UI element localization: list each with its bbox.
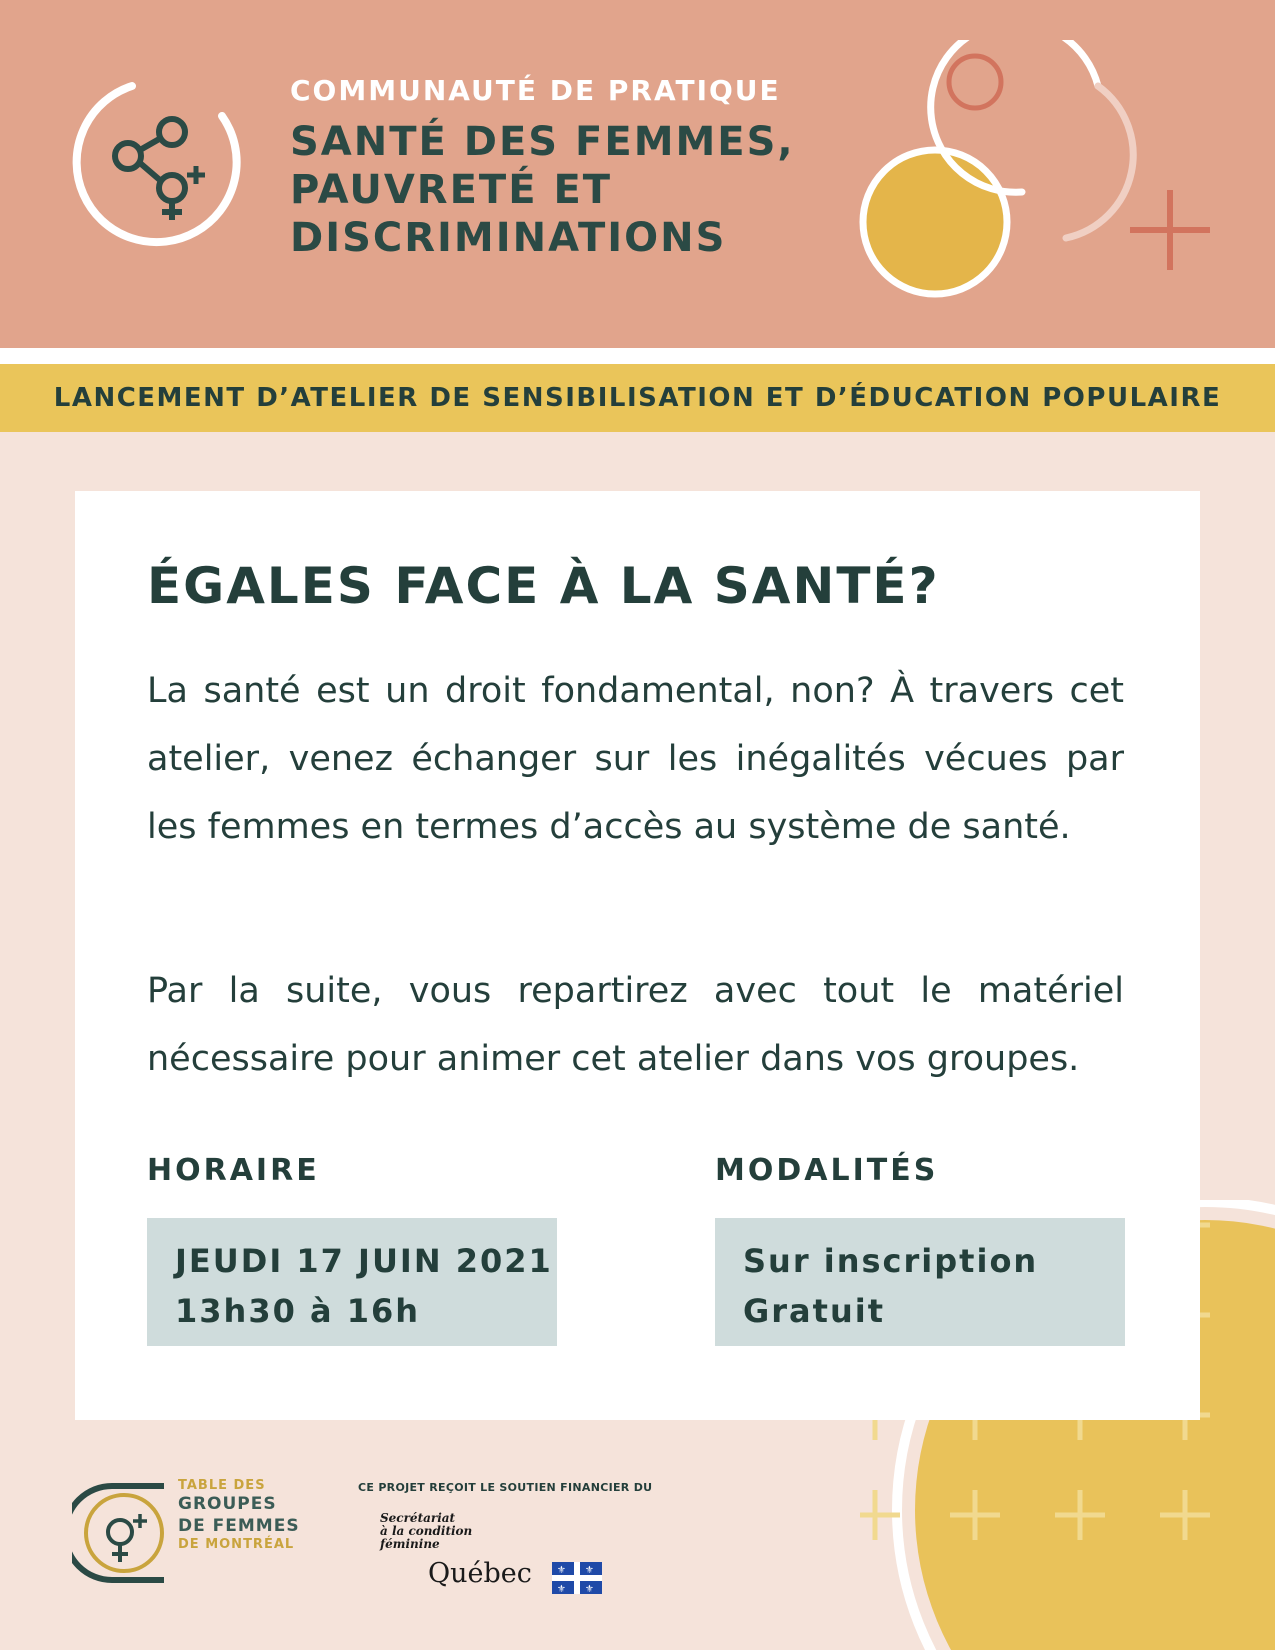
community-logo-icon xyxy=(72,74,258,260)
svg-text:⚜: ⚜ xyxy=(557,1565,566,1576)
organization-name xyxy=(178,1478,300,1552)
header-divider xyxy=(0,348,1275,364)
table-groupes-femmes-logo-icon xyxy=(72,1478,182,1588)
org-line3: DE FEMMES xyxy=(178,1516,300,1536)
horaire-date: JEUDI 17 JUIN 2021 xyxy=(175,1242,553,1280)
svg-text:⚜: ⚜ xyxy=(557,1584,566,1594)
horaire-box xyxy=(147,1218,557,1346)
svg-text:⚜: ⚜ xyxy=(585,1584,594,1594)
event-followup: Par la suite, vous repartirez avec tout le matériel nécessaire pour animer cet atelier dans vos groupes. xyxy=(147,971,1124,1079)
event-title: ÉGALES FACE À LA SANTÉ? xyxy=(147,557,940,615)
funding-notice: CE PROJET REÇOIT LE SOUTIEN FINANCIER DU xyxy=(358,1481,653,1494)
quebec-line3: féminine xyxy=(380,1537,440,1551)
header-title-line: PAUVRETÉ ET xyxy=(290,167,613,213)
org-line1: TABLE DES xyxy=(178,1478,266,1493)
header-title-line: DISCRIMINATIONS xyxy=(290,215,727,261)
quebec-logo xyxy=(380,1512,620,1592)
event-card xyxy=(75,491,1200,1420)
banner xyxy=(0,364,1275,432)
modalites-price: Gratuit xyxy=(743,1292,885,1330)
header-kicker: COMMUNAUTÉ DE PRATIQUE xyxy=(290,74,781,107)
org-line4: DE MONTRÉAL xyxy=(178,1537,295,1552)
org-line2: GROUPES xyxy=(178,1494,277,1514)
svg-text:⚜: ⚜ xyxy=(585,1565,594,1576)
quebec-line2: à la condition xyxy=(380,1524,473,1538)
modalites-label: MODALITÉS xyxy=(715,1153,939,1188)
decorative-circles-icon xyxy=(840,40,1260,340)
modalites-registration: Sur inscription xyxy=(743,1242,1039,1280)
horaire-label: HORAIRE xyxy=(147,1153,320,1188)
horaire-time: 13h30 à 16h xyxy=(175,1292,421,1330)
header-title xyxy=(290,118,795,262)
modalites-box xyxy=(715,1218,1125,1346)
header-title-line: SANTÉ DES FEMMES, xyxy=(290,119,795,165)
quebec-flag-icon xyxy=(552,1562,602,1594)
banner-text: LANCEMENT D’ATELIER DE SENSIBILISATION ET D’ÉDUCATION POPULAIRE xyxy=(53,383,1222,413)
quebec-name: Québec xyxy=(428,1558,532,1589)
event-description: La santé est un droit fondamental, non? À travers cet atelier, venez échanger sur les inégalités vécues par les femmes en termes d’accès au système de santé. xyxy=(147,671,1124,847)
quebec-line1: Secrétariat xyxy=(380,1511,456,1525)
header xyxy=(0,0,1275,348)
